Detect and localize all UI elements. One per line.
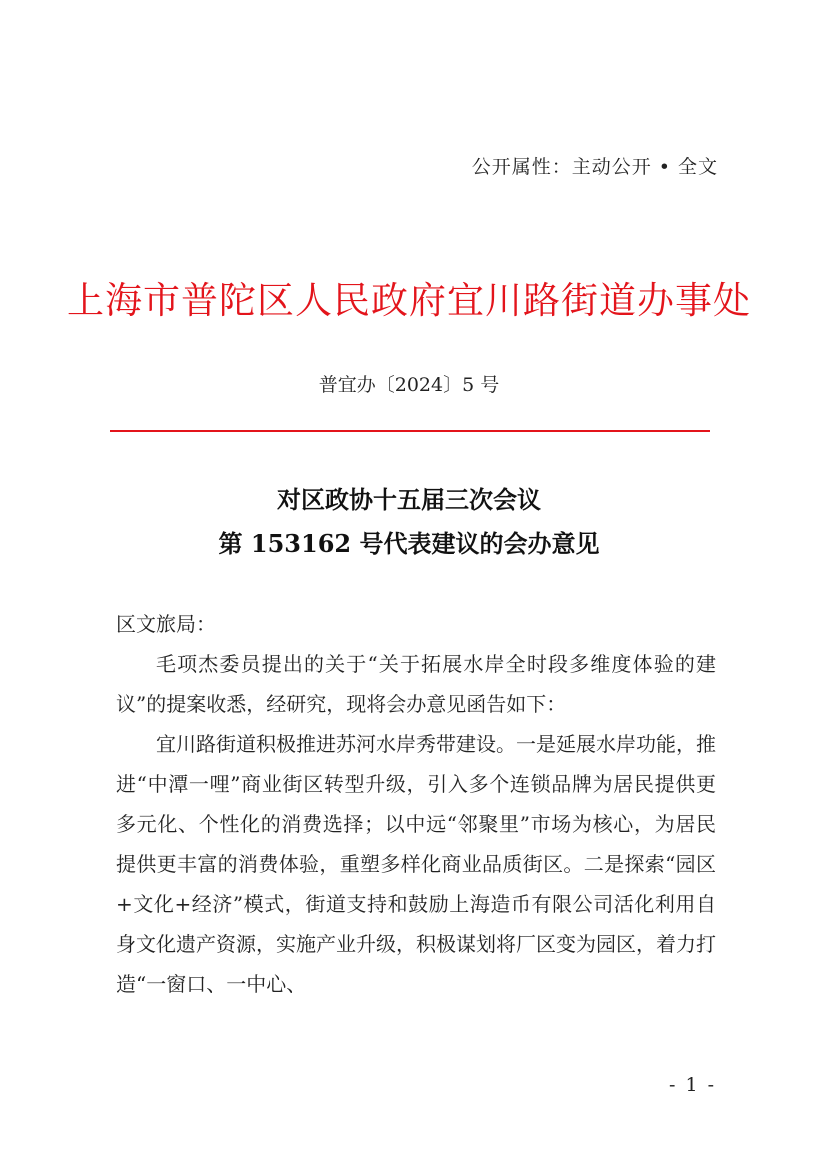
- salutation: 区文旅局：: [116, 612, 216, 636]
- disclosure-attribute: 公开属性：主动公开 • 全文: [471, 156, 718, 178]
- body-paragraph-1: 毛项杰委员提出的关于“关于拓展水岸全时段多维度体验的建议”的提案收悉，经研究，现将会办意见函告如下：: [116, 652, 716, 716]
- body-paragraph-2: 宜川路街道积极推进苏河水岸秀带建设。一是延展水岸功能，推进“中潭一哩”商业街区转型升级，引入多个连锁品牌为居民提供更多元化、个性化的消费选择；以中远“邻聚里”市场为核心，为居民提供更丰富的消费体验，重塑多样化商业品质街区。二是探索“园区+文化+经济”模式，街道支持和鼓励上海造币有限公司活化利用自身文化遗产资源，实施产业升级，积极谋划将厂区变为园区，着力打造“一窗口、一中心、: [116, 732, 716, 996]
- title-line-2: 第 153162 号代表建议的会办意见: [218, 529, 600, 558]
- page-number: - 1 -: [668, 1074, 716, 1096]
- document-title: [0, 478, 818, 566]
- document-number: 普宜办〔2024〕5 号: [318, 374, 500, 396]
- document-body: [116, 604, 716, 1004]
- title-line-1: 对区政协十五届三次会议: [277, 485, 541, 514]
- red-divider-line: [110, 430, 710, 432]
- issuing-organization: 上海市普陀区人民政府宜川路街道办事处: [67, 279, 751, 322]
